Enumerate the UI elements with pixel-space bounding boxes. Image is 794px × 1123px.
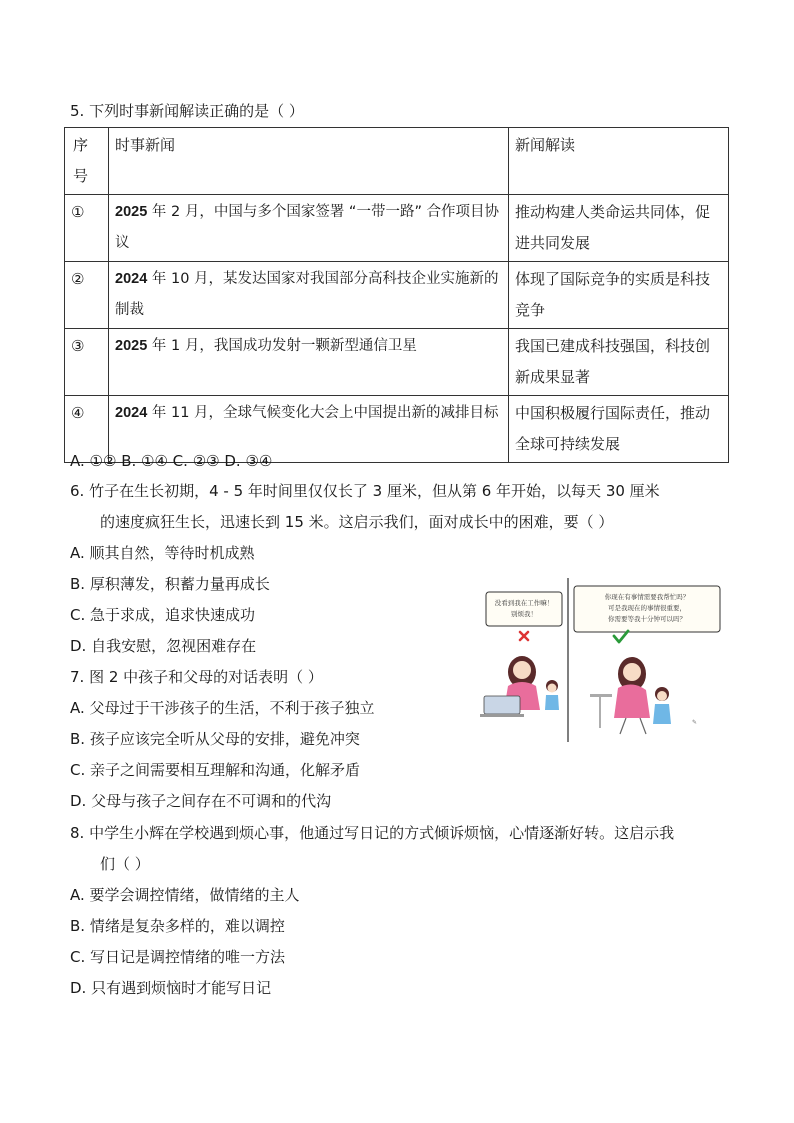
- q6-option-a: A. 顺其自然，等待时机成熟: [70, 544, 255, 562]
- q7-option-b: B. 孩子应该完全听从父母的安排，避免冲突: [70, 730, 360, 748]
- q5-news-table: [64, 127, 729, 463]
- table-header-row: [65, 128, 729, 195]
- child-figure-right: [653, 687, 671, 724]
- q7-option-c: C. 亲子之间需要相互理解和沟通，化解矛盾: [70, 761, 361, 779]
- header-news: 时事新闻: [109, 128, 509, 195]
- right-speech-bubble: [574, 586, 720, 632]
- row-interpretation: 体现了国际竞争的实质是科技竞争: [509, 262, 729, 329]
- q6-option-c: C. 急于求成，追求快速成功: [70, 606, 256, 624]
- svg-text:你现在有事情需要我帮忙吗？: 你现在有事情需要我帮忙吗？: [604, 593, 690, 601]
- cross-mark-icon: [520, 632, 528, 640]
- attentive-mother-figure: [590, 657, 650, 734]
- q8-stem-line2: 们（ ）: [100, 855, 150, 873]
- row-number: ①: [65, 195, 109, 262]
- q6-stem-line2: 的速度疯狂生长，迅速长到 15 米。这启示我们，面对成长中的困难，要（ ）: [100, 513, 614, 531]
- q8-option-b: B. 情绪是复杂多样的，难以调控: [70, 917, 285, 935]
- laptop-icon: [484, 696, 520, 714]
- q8-option-a: A. 要学会调控情绪，做情绪的主人: [70, 886, 300, 904]
- svg-text:你需要等我十分钟可以吗？: 你需要等我十分钟可以吗？: [608, 615, 686, 623]
- table-row: [65, 195, 729, 262]
- q7-option-a: A. 父母过于干涉孩子的生活，不利于孩子独立: [70, 699, 375, 717]
- q8-stem-line1: 8. 中学生小辉在学校遇到烦心事，他通过写日记的方式倾诉烦恼，心情逐渐好转。这启示我: [70, 824, 675, 842]
- row-number: ③: [65, 329, 109, 396]
- row-news: 2025 年 1 月，我国成功发射一颗新型通信卫星: [109, 329, 509, 396]
- table-row: [65, 262, 729, 329]
- row-interpretation: 推动构建人类命运共同体，促进共同发展: [509, 195, 729, 262]
- row-news: 2024 年 10 月，某发达国家对我国部分高科技企业实施新的制裁: [109, 262, 509, 329]
- busy-mother-figure: [480, 656, 540, 717]
- row-news: 2025 年 2 月，中国与多个国家签署 “一带一路” 合作项目协议: [109, 195, 509, 262]
- q8-option-d: D. 只有遇到烦恼时才能写日记: [70, 979, 272, 997]
- artist-signature: ✎: [692, 719, 698, 726]
- svg-text:别烦我！: 别烦我！: [511, 610, 537, 618]
- row-interpretation: 我国已建成科技强国，科技创新成果显著: [509, 329, 729, 396]
- row-number: ④: [65, 396, 109, 463]
- row-interpretation: 中国积极履行国际责任，推动全球可持续发展: [509, 396, 729, 463]
- row-news: 2024 年 11 月，全球气候变化大会上中国提出新的减排目标: [109, 396, 509, 463]
- q7-stem: 7. 图 2 中孩子和父母的对话表明（ ）: [70, 668, 323, 686]
- q7-option-d: D. 父母与孩子之间存在不可调和的代沟: [70, 792, 332, 810]
- q5-options: A. ①② B. ①④ C. ②③ D. ③④: [70, 452, 273, 470]
- child-figure-left: [545, 680, 559, 710]
- q6-option-d: D. 自我安慰，忽视困难存在: [70, 637, 257, 655]
- header-serial: 序号: [65, 128, 109, 195]
- q6-stem-line1: 6. 竹子在生长初期，4 - 5 年时间里仅仅长了 3 厘米，但从第 6 年开始，以每天 30 厘米: [70, 482, 660, 500]
- q8-option-c: C. 写日记是调控情绪的唯一方法: [70, 948, 286, 966]
- q6-option-b: B. 厚积薄发，积蓄力量再成长: [70, 575, 270, 593]
- header-interpretation: 新闻解读: [509, 128, 729, 195]
- table-row: [65, 329, 729, 396]
- check-mark-icon: [614, 631, 628, 642]
- row-number: ②: [65, 262, 109, 329]
- svg-text:没看到我在工作嘛！: 没看到我在工作嘛！: [494, 599, 554, 607]
- parent-child-cartoon: [480, 578, 726, 742]
- q5-stem: 5. 下列时事新闻解读正确的是（ ）: [70, 102, 304, 120]
- left-speech-bubble: [486, 592, 562, 626]
- svg-text:可是我现在的事情很重要，: 可是我现在的事情很重要，: [608, 604, 686, 612]
